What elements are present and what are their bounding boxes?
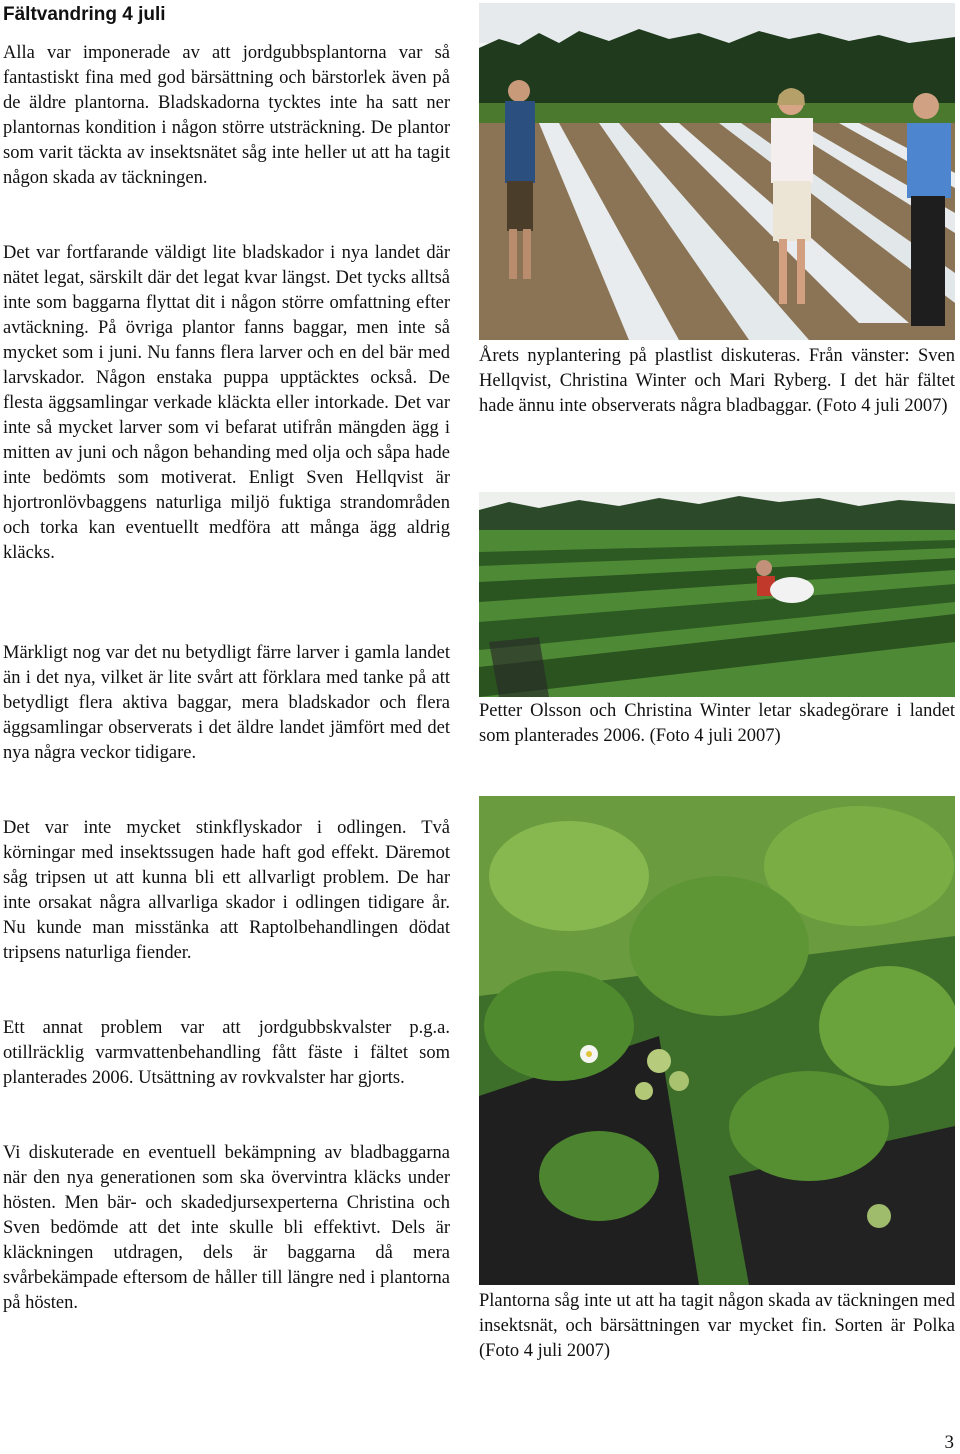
paragraph-1: Alla var imponerade av att jordgubbsplantorna var så fantastiskt fina med god bärsättning och bärstorlek även på de äldre plantorna. Bladskadorna tycktes inte ha satt ner plantornas kondition i någon större utsträckning. De plantor som varit täckta av insektsnätet såg inte heller ut att ha tagit någon skada av täckningen.: [3, 43, 450, 188]
caption-photo-2: Petter Olsson och Christina Winter letar skadegörare i landet som planterades 2006. (Foto 4 juli 2007): [479, 701, 955, 746]
photo-strawberry-rows: [479, 492, 955, 697]
caption-photo-3: Plantorna såg inte ut att ha tagit någon skada av täckningen med insektsnät, och bärsättningen var mycket fin. Sorten är Polka (Foto 4 juli 2007): [479, 1291, 955, 1361]
page-title: Fältvandring 4 juli: [3, 4, 166, 25]
paragraph-4: Det var inte mycket stinkflyskador i odlingen. Två körningar med insektssugen hade haft god effekt. Däremot såg tripsen ut att kunna bli ett allvarligt problem. De har inte orsakat några allvarliga skador i odlingen tidigare år. Nu kunde man misstänka att Raptolbehandlingen dödat tripsens naturliga fiender.: [3, 818, 450, 963]
paragraph-3: Märkligt nog var det nu betydligt färre larver i gamla landet än i det nya, vilket är lite svårt att förklara med tanke på att betydligt flera aktiva baggar, mera bladskador och flera äggsamlingar observerats i det äldre landet jämfört med det nya några veckor tidigare.: [3, 643, 450, 763]
photo-field-discussion: [479, 3, 955, 340]
paragraph-5: Ett annat problem var att jordgubbskvalster p.g.a. otillräcklig varmvattenbehandling fått fäste i fältet som planterades 2006. Utsättning av rovkvalster har gjorts.: [3, 1018, 450, 1088]
paragraph-6: Vi diskuterade en eventuell bekämpning av bladbaggarna när den nya generationen som ska övervintra kläcks under hösten. Men bär- och skadedjursexperterna Christina och Sven bedömde att det inte skulle bli effektivt. Dels är kläckningen utdragen, dels är baggarna då mera svårbekämpade eftersom de håller till längre ned i plantorna på hösten.: [3, 1143, 450, 1313]
photo-strawberry-closeup: [479, 796, 955, 1285]
paragraph-2: Det var fortfarande väldigt lite bladskador i nya landet där nätet legat, särskilt där det legat kvar längst. Det tycks alltså inte som baggarna flyttat dit i någon större omfattning efter avtäckning. På övriga plantor fanns baggar, men inte så mycket som i juni. Nu fanns flera larver och en del bär med larvskador. Någon enstaka puppa upptäcktes också. De flesta äggsamlingar verkade kläckta eller intorkade. Det var inte så mycket larver som vi befarat utifrån mängden ägg i mitten av juni och någon behanding med olja och såpa hade inte bedömts som motiverat. Enligt Sven Hellqvist är hjortronlövbaggens naturliga miljö fuktiga strandområden och torka kan eventuellt medföra att många ägg aldrig kläcks.: [3, 243, 450, 563]
caption-photo-1: Årets nyplantering på plastlist diskuteras. Från vänster: Sven Hellqvist, Christina Winter och Mari Ryberg. I det här fältet hade ännu inte observerats några bladbaggar. (Foto 4 juli 2007): [479, 346, 955, 416]
page-number: 3: [944, 1432, 954, 1453]
